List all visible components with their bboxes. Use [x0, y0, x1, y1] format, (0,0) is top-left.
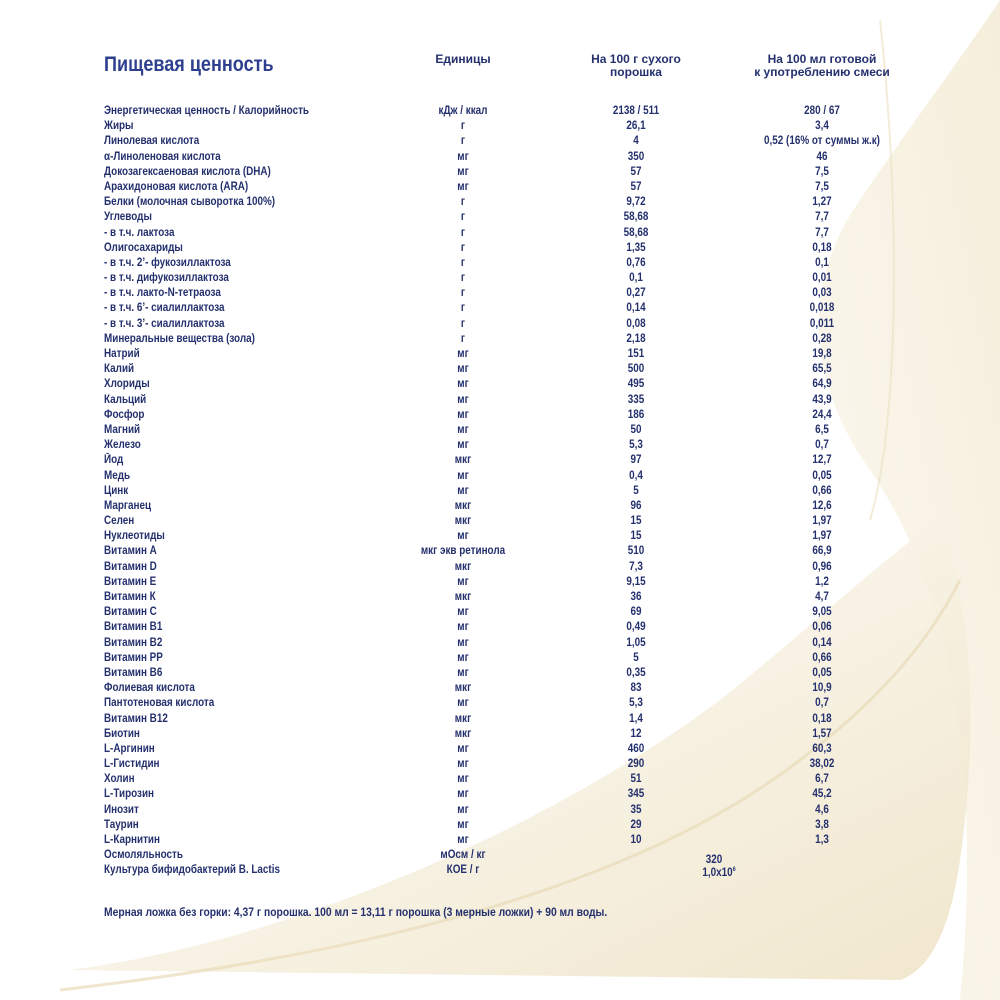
table-row [0, 803, 1000, 818]
per-100g-value: 510 [627, 545, 645, 558]
unit-value: мг [457, 697, 469, 710]
per-100g-value: 4 [633, 135, 639, 148]
per-100ml-value: 1,27 [812, 196, 832, 209]
per-100ml-value: 1,97 [812, 530, 832, 543]
table-row [0, 863, 1000, 878]
per-100ml-value: 0,96 [812, 560, 832, 573]
per-100ml-value: 19,8 [812, 348, 832, 360]
nutrient-name: Калий [104, 363, 135, 376]
per-100g-value: 0,49 [626, 621, 646, 634]
table-row [0, 347, 1000, 362]
nutrient-name: Холин [104, 773, 135, 786]
table-row [0, 453, 1000, 468]
per-100g-value: 26,1 [626, 120, 646, 133]
per-100ml-value: 1,2 [815, 575, 829, 588]
unit-value: мг [457, 788, 469, 801]
unit-value: мг [457, 818, 469, 831]
table-row [0, 180, 1000, 195]
per-100ml-value: 4,6 [815, 803, 829, 816]
per-100ml-value: 3,8 [815, 818, 829, 831]
nutrient-name: Арахидоновая кислота (ARA) [104, 180, 249, 193]
unit-value: мг [457, 666, 469, 679]
per-100ml-value: 0,011 [809, 317, 835, 330]
per-100ml-value: 3,4 [815, 120, 829, 133]
per-100ml-value: 0,18 [812, 241, 832, 254]
unit-value: мг [457, 408, 469, 421]
unit-value: мкг [454, 499, 472, 512]
table-row [0, 362, 1000, 377]
nutrient-name: Осмоляльность [104, 849, 183, 862]
nutrient-name: Витамин В2 [104, 636, 163, 649]
per-100ml-value: 4,7 [815, 591, 829, 603]
per-100g-value: 50 [630, 423, 642, 436]
header-dry [571, 53, 701, 79]
unit-value: кДж / ккал [438, 105, 488, 117]
table-row [0, 742, 1000, 757]
unit-value: мг [457, 803, 469, 816]
per-100ml-value: 0,03 [812, 287, 832, 300]
table-row [0, 317, 1000, 332]
per-100ml-value: 0,05 [812, 469, 832, 482]
nutrient-name: Нуклеотиды [104, 530, 165, 543]
per-100g-value: 69 [630, 606, 642, 619]
unit-value: г [460, 302, 466, 315]
per-100ml-value: 24,4 [812, 408, 832, 421]
header-ready-line2: к употреблению смеси [754, 65, 890, 79]
unit-value: мг [457, 363, 469, 376]
unit-value: мг [457, 742, 469, 755]
per-100g-value: 0,76 [626, 256, 646, 269]
per-100ml-value: 0,66 [812, 484, 832, 497]
per-100g-value: 58,68 [623, 226, 649, 239]
per-100g-value: 96 [630, 499, 642, 512]
header-ready [752, 53, 892, 79]
table-row [0, 104, 1000, 119]
nutrient-name: - в т.ч. 3’- сиалиллактоза [104, 317, 225, 330]
per-100g-value: 0,08 [626, 317, 646, 330]
unit-value: г [460, 272, 466, 285]
per-100ml-value: 1,57 [812, 727, 832, 740]
table-row [0, 848, 1000, 867]
nutrient-name: Витамин С [104, 606, 157, 619]
table-row [0, 681, 1000, 696]
nutrient-name: L-Тирозин [104, 788, 155, 801]
unit-value: г [460, 332, 466, 345]
nutrient-name: Олигосахариды [104, 241, 183, 254]
table-row [0, 575, 1000, 590]
per-100g-value: 9,72 [626, 196, 646, 209]
exponent: 6 [732, 867, 736, 874]
nutrient-name: Витамин РР [104, 651, 163, 664]
per-100g-value: 151 [627, 348, 645, 360]
per-100g-value: 1,35 [626, 241, 646, 254]
per-100ml-value: 9,05 [812, 606, 832, 619]
per-100g-value: 5 [633, 651, 639, 664]
per-100ml-value: 1,3 [815, 834, 829, 846]
nutrient-name: Докозагексаеновая кислота (DHA) [104, 165, 271, 178]
per-100ml-value: 7,7 [815, 211, 829, 224]
table-row [0, 544, 1000, 559]
per-100ml-value: 0,66 [812, 651, 832, 664]
table-row [0, 696, 1000, 711]
nutrient-name: Белки (молочная сыворотка 100%) [104, 196, 276, 209]
per-100g-value: 320 [705, 854, 723, 867]
table-row [0, 727, 1000, 742]
unit-value: мг [457, 636, 469, 649]
unit-value: КОЕ / г [446, 864, 480, 877]
per-100g-value: 0,35 [626, 666, 646, 679]
table-row [0, 408, 1000, 423]
table-row [0, 620, 1000, 635]
unit-value: мкг [454, 560, 472, 573]
table-row [0, 256, 1000, 271]
table-row [0, 484, 1000, 499]
per-100g-value: 500 [627, 363, 645, 376]
table-row [0, 666, 1000, 681]
unit-value: г [460, 120, 466, 133]
unit-value: мкг [454, 515, 472, 528]
per-100ml-value: 7,7 [815, 226, 829, 239]
per-100ml-value: 10,9 [812, 682, 832, 695]
per-100g-value: 51 [630, 773, 642, 786]
per-100ml-value: 0,7 [815, 697, 829, 710]
per-100ml-value: 0,18 [812, 712, 832, 725]
nutrient-name: Натрий [104, 348, 140, 360]
per-100g-value: 97 [630, 454, 642, 467]
nutrient-name: α-Линоленовая кислота [104, 150, 221, 163]
table-row [0, 772, 1000, 787]
nutrient-name: Витамин В12 [104, 712, 168, 725]
per-100ml-value: 64,9 [812, 378, 832, 391]
nutrient-name: - в т.ч. лактоза [104, 226, 175, 239]
table-row [0, 712, 1000, 727]
unit-value: мг [457, 165, 469, 178]
unit-value: г [460, 135, 466, 148]
per-100g-value-base: 1,0x10 [702, 867, 733, 880]
nutrient-name: Минеральные вещества (зола) [104, 332, 255, 345]
unit-value: мкг [454, 727, 472, 740]
nutrient-name: Йод [104, 454, 124, 467]
table-row [0, 301, 1000, 316]
nutrient-name: Витамин А [104, 545, 157, 558]
per-100ml-value: 0,7 [815, 439, 829, 452]
unit-value: мг [457, 530, 469, 543]
unit-value: мг [457, 758, 469, 771]
per-100ml-value: 6,7 [815, 773, 829, 786]
nutrient-name: Витамин В6 [104, 666, 163, 679]
per-100g-value: 0,27 [626, 287, 646, 300]
unit-value: мг [457, 378, 469, 391]
unit-value: г [460, 256, 466, 269]
unit-value: мг [457, 773, 469, 786]
per-100ml-value: 45,2 [812, 788, 832, 801]
table-row [0, 636, 1000, 651]
table-row [0, 818, 1000, 833]
per-100ml-value: 0,018 [809, 302, 835, 315]
per-100ml-value: 7,5 [815, 165, 829, 178]
per-100g-value: 350 [627, 150, 645, 163]
per-100ml-value: 0,05 [812, 666, 832, 679]
per-100ml-value: 66,9 [812, 545, 832, 558]
nutrient-name: Цинк [104, 484, 129, 497]
per-100g-value: 5,3 [629, 697, 643, 710]
table-row [0, 241, 1000, 256]
header-dry-line1: На 100 г сухого [591, 52, 681, 66]
per-100g-value: 186 [627, 408, 645, 421]
per-100ml-value: 0,01 [812, 272, 832, 285]
per-100g-value: 1,4 [629, 712, 643, 725]
per-100g-value: 1,05 [626, 636, 646, 649]
table-row [0, 393, 1000, 408]
per-100g-value: 335 [627, 393, 645, 406]
nutrient-name: Железо [104, 439, 141, 452]
per-100ml-value: 1,97 [812, 515, 832, 528]
unit-value: мг [457, 621, 469, 634]
per-100g-value: 15 [630, 530, 642, 543]
table-row [0, 438, 1000, 453]
nutrient-name: Линолевая кислота [104, 135, 200, 148]
nutrient-name: Витамин К [104, 591, 156, 603]
unit-value: мг [457, 834, 469, 846]
per-100g-value: 290 [627, 758, 645, 771]
table-row [0, 195, 1000, 210]
per-100ml-value: 65,5 [812, 363, 832, 376]
nutrient-name: - в т.ч. дифукозиллактоза [104, 272, 229, 285]
per-100g-value: 0,14 [626, 302, 646, 315]
nutrient-name: Жиры [104, 120, 134, 133]
nutrient-name: Энергетическая ценность / Калорийность [104, 105, 310, 117]
per-100g-value: 7,3 [629, 560, 643, 573]
table-row [0, 210, 1000, 225]
nutrient-name: Селен [104, 515, 135, 528]
per-100g-value: 5 [633, 484, 639, 497]
per-100ml-value: 6,5 [815, 423, 829, 436]
table-row [0, 651, 1000, 666]
nutrient-name: Магний [104, 423, 141, 436]
table-row [0, 423, 1000, 438]
header-units [411, 53, 515, 66]
table-row [0, 529, 1000, 544]
nutrition-table [0, 104, 1000, 879]
header-dry-line2: порошка [610, 65, 662, 79]
table-row [0, 119, 1000, 134]
table-row [0, 271, 1000, 286]
table-row [0, 332, 1000, 347]
unit-value: г [460, 241, 466, 254]
table-row [0, 833, 1000, 848]
unit-value: мг [457, 393, 469, 406]
per-100g-value: 29 [630, 818, 642, 831]
per-100g-value [702, 866, 735, 881]
unit-value: мкг [454, 454, 472, 467]
nutrient-name: Таурин [104, 818, 139, 831]
nutrient-name: Витамин В1 [104, 621, 163, 634]
per-100g-value: 12 [630, 727, 642, 740]
per-100g-value: 15 [630, 515, 642, 528]
table-row [0, 134, 1000, 149]
table-row [0, 499, 1000, 514]
per-100g-value: 495 [627, 378, 645, 391]
nutrient-name: Медь [104, 469, 131, 482]
nutrient-name: Витамин Е [104, 575, 157, 588]
nutrient-name: - в т.ч. 6’- сиалиллактоза [104, 302, 225, 315]
per-100ml-value: 0,52 (16% от суммы ж.к) [764, 135, 880, 148]
table-row [0, 560, 1000, 575]
table-row [0, 787, 1000, 802]
unit-value: мг [457, 423, 469, 436]
nutrient-name: Культура бифидобактерий B. Lactis [104, 864, 280, 877]
table-row [0, 165, 1000, 180]
per-100g-value: 9,15 [626, 575, 646, 588]
per-100ml-value: 43,9 [812, 393, 832, 406]
table-row [0, 226, 1000, 241]
per-100ml-value: 12,6 [812, 499, 832, 512]
unit-value: мкг экв ретинола [420, 545, 506, 558]
per-100g-value: 35 [630, 803, 642, 816]
nutrient-name: - в т.ч. лакто-N-тетраоза [104, 287, 221, 300]
per-100ml-value: 60,3 [812, 742, 832, 755]
header-units-label: Единицы [435, 52, 491, 66]
per-100g-value: 83 [630, 682, 642, 695]
unit-value: мг [457, 606, 469, 619]
unit-value: мОсм / кг [440, 849, 486, 862]
unit-value: г [460, 317, 466, 330]
unit-value: мг [457, 484, 469, 497]
nutrient-name: Марганец [104, 499, 152, 512]
table-row [0, 286, 1000, 301]
table-row [0, 377, 1000, 392]
per-100g-value: 0,1 [629, 272, 643, 285]
nutrient-name: Пантотеновая кислота [104, 697, 215, 710]
per-100g-value: 36 [630, 591, 642, 603]
nutrient-name: Углеводы [104, 211, 152, 224]
per-100ml-value: 12,7 [812, 454, 832, 467]
per-100ml-value: 0,14 [812, 636, 832, 649]
unit-value: мг [457, 651, 469, 664]
table-row [0, 514, 1000, 529]
per-100g-value: 58,68 [623, 211, 649, 224]
table-row [0, 757, 1000, 772]
per-100g-value: 345 [627, 788, 645, 801]
per-100ml-value: 46 [816, 150, 828, 163]
nutrient-name: Фолиевая кислота [104, 682, 195, 695]
unit-value: мкг [454, 591, 472, 603]
unit-value: мг [457, 575, 469, 588]
unit-value: мг [457, 348, 469, 360]
nutrient-name: Витамин D [104, 560, 157, 573]
unit-value: г [460, 287, 466, 300]
nutrient-name: - в т.ч. 2’- фукозиллактоза [104, 256, 231, 269]
per-100ml-value: 7,5 [815, 180, 829, 193]
per-100ml-value: 0,1 [815, 256, 829, 269]
unit-value: г [460, 196, 466, 209]
footnote: Мерная ложка без горки: 4,37 г порошка. 100 мл = 13,11 г порошка (3 мерные ложки) + 90 мл воды. [104, 905, 608, 919]
per-100g-value: 10 [630, 834, 642, 846]
table-row [0, 150, 1000, 165]
nutrient-name: L-Аргинин [104, 742, 155, 755]
per-100g-value: 0,4 [629, 469, 643, 482]
nutrient-name: L-Карнитин [104, 834, 160, 846]
unit-value: мг [457, 150, 469, 163]
nutrient-name: Фосфор [104, 408, 145, 421]
nutrient-name: Кальций [104, 393, 147, 406]
table-row [0, 605, 1000, 620]
nutrient-name: Хлориды [104, 378, 150, 391]
unit-value: мг [457, 180, 469, 193]
nutrient-name: Биотин [104, 727, 140, 740]
unit-value: г [460, 226, 466, 239]
unit-value: мкг [454, 682, 472, 695]
per-100g-value: 2,18 [626, 332, 646, 345]
per-100ml-value: 38,02 [809, 758, 835, 771]
per-100g-value: 57 [630, 165, 642, 178]
page-title: Пищевая ценность [104, 53, 274, 76]
unit-value: мкг [454, 712, 472, 725]
per-100g-value: 5,3 [629, 439, 643, 452]
per-100g-value: 460 [627, 742, 645, 755]
unit-value: г [460, 211, 466, 224]
table-row [0, 590, 1000, 605]
header-ready-line1: На 100 мл готовой [767, 52, 877, 66]
nutrient-name: Инозит [104, 803, 139, 816]
per-100ml-value: 0,06 [812, 621, 832, 634]
per-100g-value: 57 [630, 180, 642, 193]
per-100ml-value: 0,28 [812, 332, 832, 345]
per-100ml-value: 280 / 67 [804, 105, 840, 117]
nutrient-name: L-Гистидин [104, 758, 160, 771]
unit-value: мг [457, 439, 469, 452]
per-100g-value: 2138 / 511 [612, 105, 660, 117]
table-row [0, 469, 1000, 484]
unit-value: мг [457, 469, 469, 482]
